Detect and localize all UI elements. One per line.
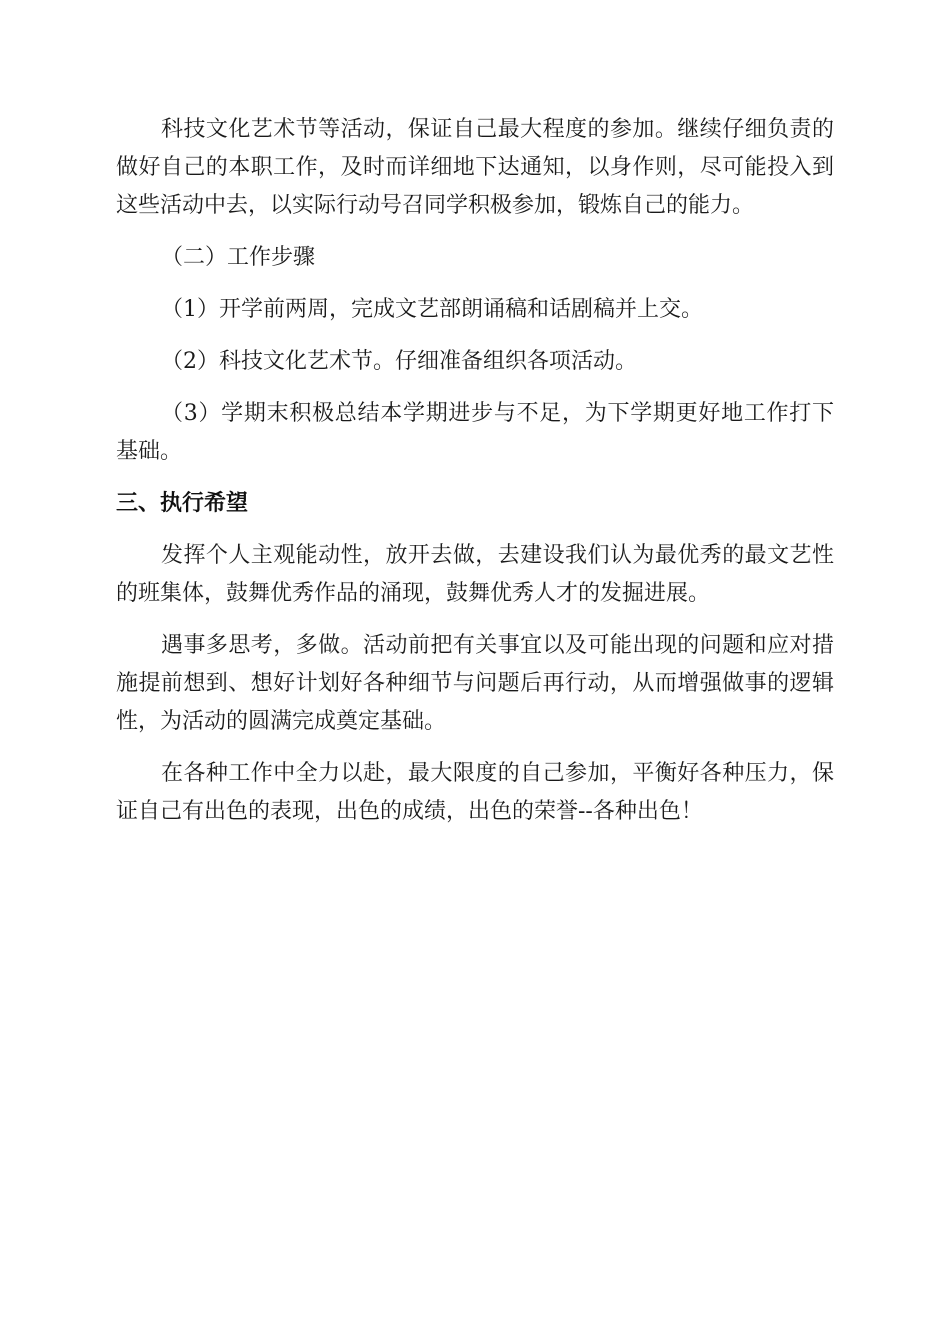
paragraph-initiative: 发挥个人主观能动性，放开去做，去建设我们认为最优秀的最文艺性的班集体，鼓舞优秀作品的涌现，鼓舞优秀人才的发掘进展。 [116, 543, 834, 606]
step-3: （3）学期末积极总结本学期进步与不足，为下学期更好地工作打下基础。 [116, 401, 834, 464]
paragraph-think-more: 遇事多思考，多做。活动前把有关事宜以及可能出现的问题和应对措施提前想到、想好计划好各种细节与问题后再行动，从而增强做事的逻辑性，为活动的圆满完成奠定基础。 [116, 633, 834, 734]
section-heading-execution-hopes: 三、执行希望 [116, 491, 249, 516]
paragraph-activities: 科技文化艺术节等活动，保证自己最大程度的参加。继续仔细负责的做好自己的本职工作，及时而详细地下达通知，以身作则，尽可能投入到这些活动中去，以实际行动号召同学积极参加，锻炼自己的能力。 [116, 117, 834, 218]
document-body [116, 111, 834, 845]
paragraph-full-effort: 在各种工作中全力以赴，最大限度的自己参加，平衡好各种压力，保证自己有出色的表现，出色的成绩，出色的荣誉--各种出色！ [116, 761, 834, 824]
step-1: （1）开学前两周，完成文艺部朗诵稿和话剧稿并上交。 [161, 297, 703, 322]
subheading-work-steps: （二）工作步骤 [161, 245, 316, 270]
step-2: （2）科技文化艺术节。仔细准备组织各项活动。 [161, 349, 637, 374]
